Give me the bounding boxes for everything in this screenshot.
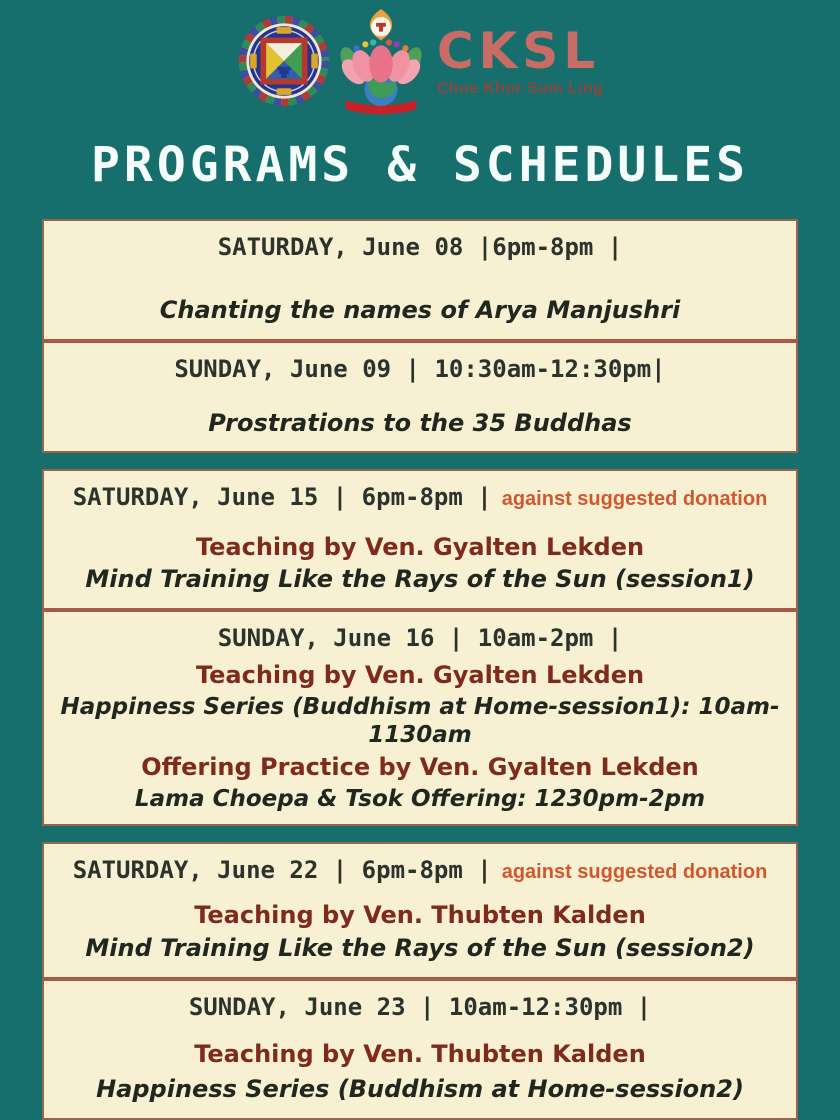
event-title: Happiness Series (Buddhism at Home-session1): 10am-1130am [60,694,780,748]
schedule-blocks [0,193,840,1119]
brand-subtitle: Choe Khor Sum Ling [436,79,604,97]
event-card-june-15 [44,471,796,608]
event-speaker: Teaching by Ven. Thubten Kalden [194,1039,646,1068]
donation-note: against suggested donation [501,860,768,883]
header [0,0,840,118]
event-title: Mind Training Like the Rays of the Sun (session2) [85,933,755,962]
event-card-june-16 [44,608,796,824]
mandala-logo-icon [237,14,331,108]
event-date-row [54,483,786,512]
event-speaker: Teaching by Ven. Thubten Kalden [194,901,646,930]
event-date: SUNDAY, June 16 | 10am-2pm | [217,624,623,653]
brand [436,21,604,97]
page-title: PROGRAMS & SCHEDULES [91,137,749,193]
event-card-june-08 [44,221,796,339]
event-title: Happiness Series (Buddhism at Home-session2) [96,1074,744,1103]
event-title: Lama Choepa & Tsok Offering: 1230pm-2pm [134,786,706,813]
event-speaker: Offering Practice by Ven. Gyalten Lekden [141,753,699,782]
event-card-june-23 [44,977,796,1118]
lotus-emblem-logo-icon [337,6,425,116]
event-speaker: Teaching by Ven. Gyalten Lekden [195,661,645,690]
schedule-block-1 [42,219,798,453]
donation-note: against suggested donation [501,488,768,511]
event-date: SATURDAY, June 22 | 6pm-8pm | [72,855,492,884]
event-date: SUNDAY, June 23 | 10am-12:30pm | [188,992,652,1021]
event-card-june-22 [44,844,796,977]
event-card-june-09 [44,339,796,451]
event-speaker: Teaching by Ven. Gyalten Lekden [195,532,645,561]
event-title: Prostrations to the 35 Buddhas [208,408,632,437]
event-date: SATURDAY, June 15 | 6pm-8pm | [72,483,492,512]
event-title: Mind Training Like the Rays of the Sun (session1) [85,565,755,594]
event-title: Chanting the names of Arya Manjushri [159,296,681,325]
schedule-block-2 [42,469,798,826]
schedule-block-3 [42,842,798,1120]
brand-name: CKSL [436,21,601,80]
event-date: SATURDAY, June 08 |6pm-8pm | [217,233,623,262]
event-date: SUNDAY, June 09 | 10:30am-12:30pm| [174,355,666,384]
event-date-row [54,856,786,885]
